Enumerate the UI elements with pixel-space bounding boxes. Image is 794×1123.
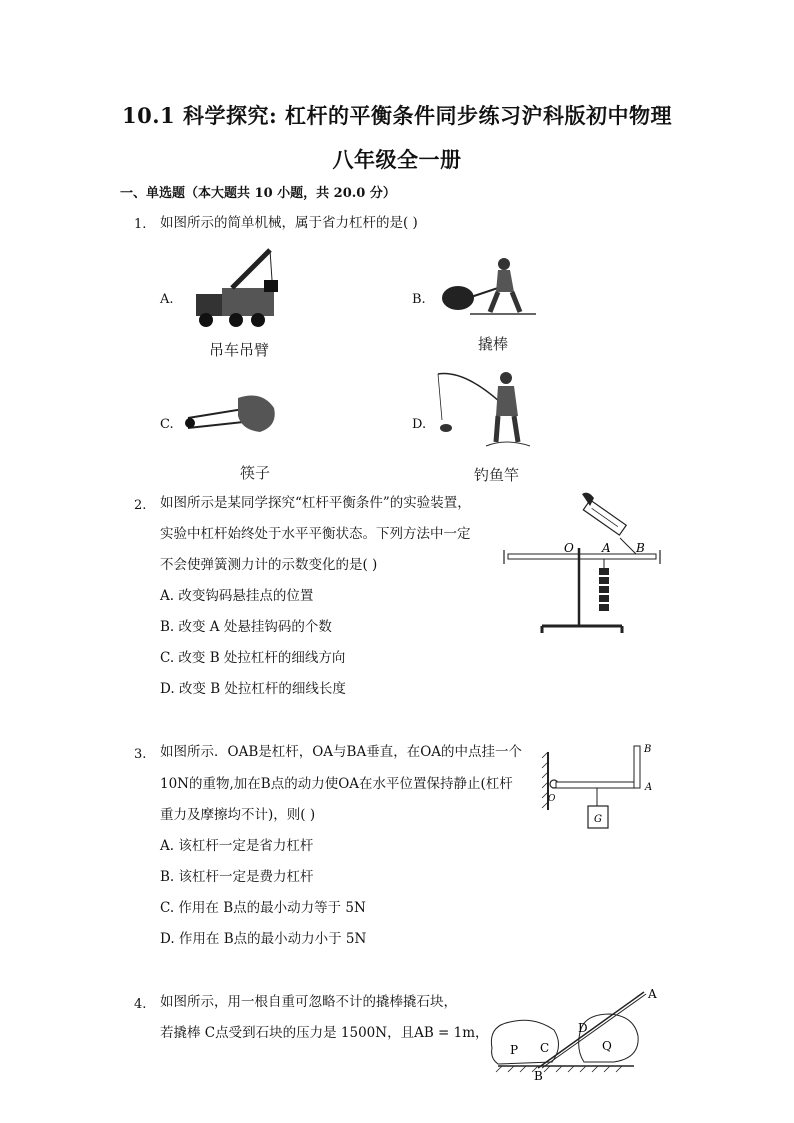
q4-label-b: B: [534, 1069, 543, 1083]
q2-number: 2.: [134, 498, 147, 513]
q1-option-a-caption: 吊车吊臂: [209, 341, 270, 359]
q4-line1: 如图所示，用一根自重可忽略不计的撬棒撬石块，: [160, 994, 457, 1010]
page-title-line2: 八年级全一册: [332, 147, 462, 172]
q3-option-d[interactable]: D. 作用在 B点的最小动力小于 5N: [160, 931, 367, 947]
q2-option-c[interactable]: C. 改变 B 处拉杠杆的细线方向: [160, 650, 346, 666]
q1-option-b-caption: 撬棒: [478, 335, 509, 353]
fishing-rod-figure: [434, 368, 534, 452]
q3-line1: 如图所示．OAB是杠杆，OA与BA垂直，在OA的中点挂一个: [160, 744, 523, 760]
q1-option-c-letter[interactable]: C.: [160, 417, 174, 432]
q2-line2: 实验中杠杆始终处于水平平衡状态。下列方法中一定: [160, 526, 471, 542]
q3-option-c[interactable]: C. 作用在 B点的最小动力等于 5N: [160, 900, 366, 916]
crowbar-figure: [440, 256, 540, 318]
oab-lever-figure: [542, 740, 660, 832]
q4-label-p: P: [510, 1043, 519, 1057]
chopsticks-figure: [182, 390, 282, 440]
page-title-line1: 10.1 科学探究: 杠杆的平衡条件同步练习沪科版初中物理: [121, 103, 673, 128]
section-heading: 一、单选题（本大题共 10 小题，共 20.0 分）: [120, 186, 396, 201]
q1-option-d-letter[interactable]: D.: [412, 417, 427, 432]
q2-option-a[interactable]: A. 改变钩码悬挂点的位置: [160, 588, 314, 604]
lever-experiment-figure: [502, 488, 664, 634]
q3-option-b[interactable]: B. 该杠杆一定是费力杠杆: [160, 869, 314, 885]
q3-label-o: O: [548, 794, 556, 804]
q4-label-a: A: [648, 987, 657, 1001]
q2-option-b[interactable]: B. 改变 A 处悬挂钩码的个数: [160, 619, 332, 635]
q4-label-c: C: [540, 1041, 550, 1055]
q2-label-b: B: [636, 541, 645, 555]
q1-number: 1.: [134, 217, 147, 232]
q3-number: 3.: [134, 747, 147, 762]
q4-label-d: D: [578, 1021, 588, 1035]
crowbar-stone-figure: [484, 986, 664, 1082]
q2-option-d[interactable]: D. 改变 B 处拉杠杆的细线长度: [160, 681, 346, 697]
q3-option-a[interactable]: A. 该杠杆一定是省力杠杆: [160, 838, 314, 854]
crane-figure: [192, 244, 292, 330]
q4-line2: 若撬棒 C点受到石块的压力是 1500N，且AB = 1m，: [160, 1025, 489, 1041]
q1-option-d-caption: 钓鱼竿: [474, 466, 520, 484]
q2-label-o: O: [564, 541, 574, 555]
q1-option-a-letter[interactable]: A.: [160, 292, 174, 307]
q1-option-c-caption: 筷子: [240, 464, 271, 482]
q3-line3: 重力及摩擦均不计)，则( ): [160, 807, 316, 823]
q2-label-a: A: [602, 541, 611, 555]
q1-stem: 如图所示的简单机械，属于省力杠杆的是( ): [160, 215, 418, 231]
q2-line3: 不会使弹簧测力计的示数变化的是( ): [160, 557, 378, 573]
q3-label-g: G: [594, 814, 602, 825]
q3-label-a: A: [645, 782, 653, 793]
q4-number: 4.: [134, 997, 147, 1012]
q3-label-b: B: [644, 744, 652, 755]
q1-option-b-letter[interactable]: B.: [412, 292, 426, 307]
q4-label-q: Q: [602, 1039, 612, 1053]
q3-line2: 10N的重物,加在B点的动力使OA在水平位置保持静止(杠杆: [160, 776, 513, 792]
q2-line1: 如图所示是某同学探究“杠杆平衡条件”的实验装置，: [160, 495, 471, 511]
